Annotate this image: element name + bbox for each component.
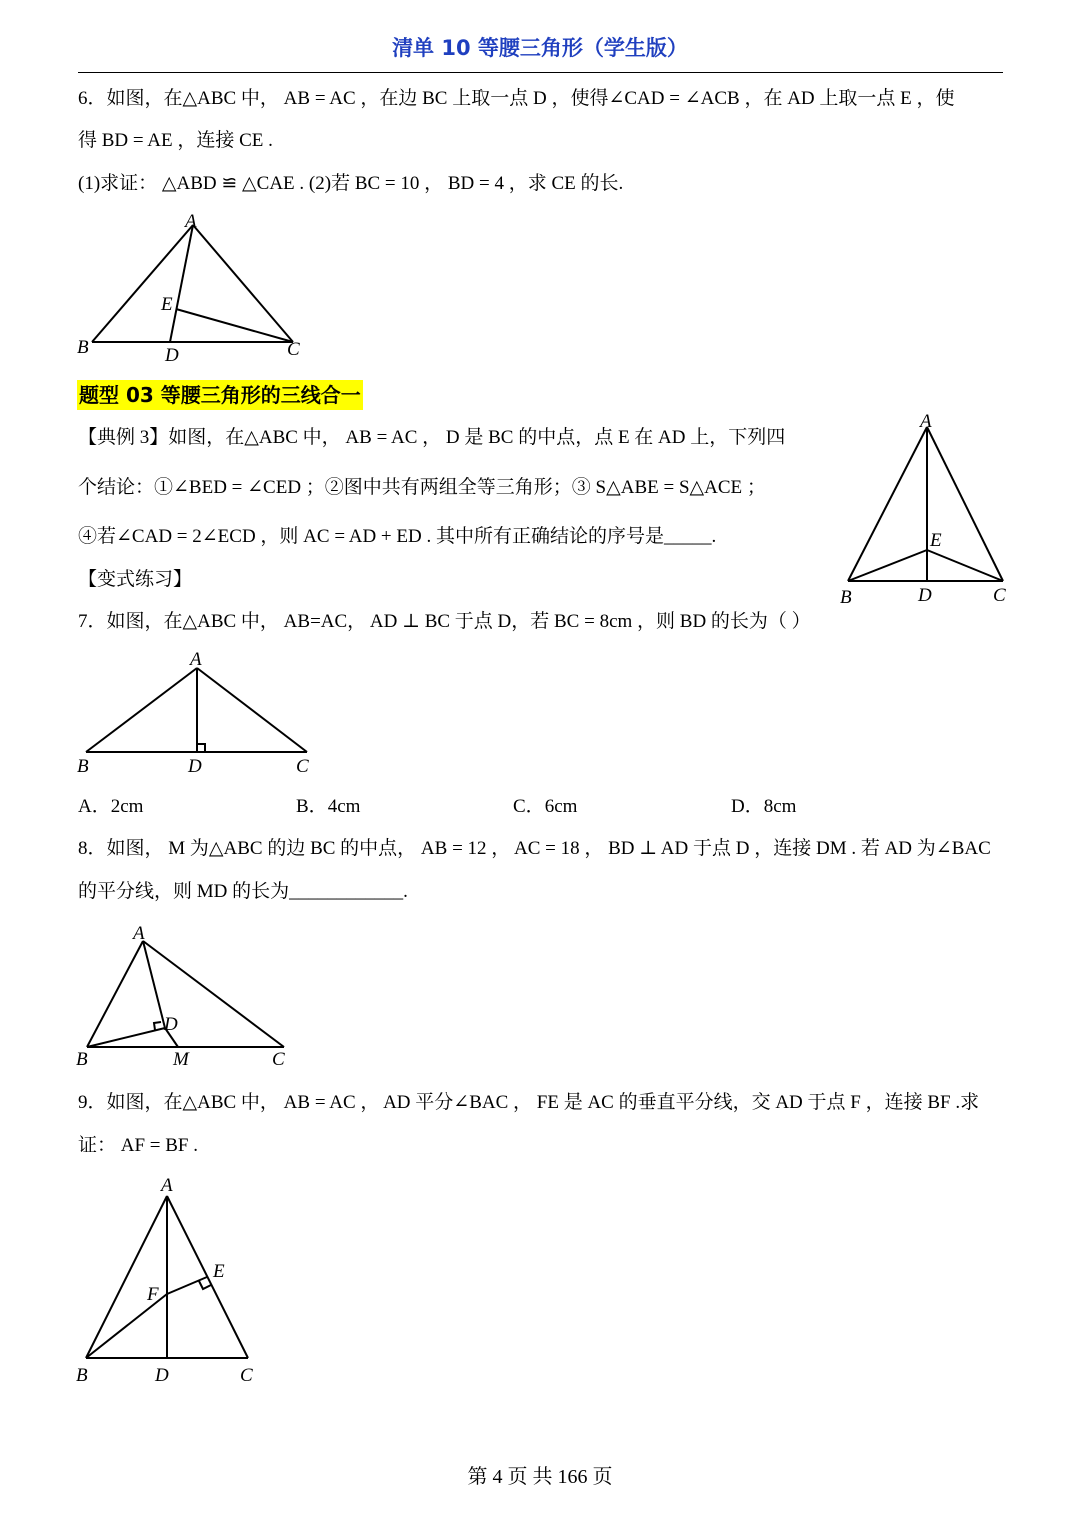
q6-text-line3: (1)求证： △ABD ≌ △CAE . (2)若 BC = 10 ， BD = 4 ，求 CE 的长.: [78, 173, 624, 194]
q9-label-c: C: [240, 1365, 253, 1386]
example3-text-line2: 个结论：①∠BED = ∠CED ；②图中共有两组全等三角形；③ S△ABE = S△ACE ；: [78, 477, 766, 498]
q9-text-line1: 9．如图，在△ABC 中， AB = AC ， AD 平分∠BAC ， FE 是 AC 的垂直平分线，交 AD 于点 F ，连接 BF .求: [78, 1092, 980, 1113]
q7-choice-a-letter: A．: [78, 796, 111, 817]
q7-choice-d-text: 8cm: [763, 796, 797, 817]
section-tag-03: 题型 03 等腰三角形的三线合一: [77, 380, 363, 410]
example3-text-line3: ④若∠CAD = 2∠ECD ，则 AC = AD + ED . 其中所有正确结论的序号是_____.: [78, 526, 717, 547]
q6-label-a: A: [185, 211, 197, 232]
q9-label-b: B: [76, 1365, 88, 1386]
q9-label-d: D: [155, 1365, 169, 1386]
q9-label-a: A: [161, 1175, 173, 1196]
page-header-title: 清单 10 等腰三角形（学生版）: [392, 36, 688, 60]
q7-choice-b-text: 4cm: [327, 796, 361, 817]
q8-label-c: C: [272, 1049, 285, 1070]
q6-figure: [70, 205, 340, 370]
q7-label-d: D: [188, 756, 202, 777]
q9-figure: [70, 1170, 300, 1390]
q8-label-b: B: [76, 1049, 88, 1070]
q7-choice-c-text: 6cm: [544, 796, 578, 817]
q6-text-line1: 6．如图，在△ABC 中， AB = AC ，在边 BC 上取一点 D ，使得∠CAD = ∠ACB ，在 AD 上取一点 E ，使: [78, 88, 955, 109]
q7-label-c: C: [296, 756, 309, 777]
q6-label-b: B: [77, 337, 89, 358]
q6-label-d: D: [165, 345, 179, 366]
q8-text-line1: 8．如图， M 为△ABC 的边 BC 的中点， AB = 12 ， AC = 18 ， BD ⊥ AD 于点 D ，连接 DM . 若 AD 为∠BAC: [78, 838, 991, 859]
q7-label-b: B: [77, 756, 89, 777]
q8-text-line2: 的平分线，则 MD 的长为____________.: [78, 881, 408, 902]
q6-label-e: E: [161, 294, 173, 315]
q7-choice-b-letter: B．: [296, 796, 328, 817]
q8-label-d: D: [164, 1014, 178, 1035]
q7-choice-d[interactable]: [731, 794, 796, 820]
q7-choice-d-letter: D．: [731, 796, 764, 817]
q9-label-f: F: [147, 1284, 159, 1305]
q6-label-c: C: [287, 339, 300, 360]
q6-text-line2: 得 BD = AE ，连接 CE .: [78, 130, 273, 151]
q7-choice-b[interactable]: [296, 794, 360, 820]
q7-choice-c[interactable]: [513, 794, 577, 820]
example3-label-a: A: [920, 411, 932, 432]
page-number-footer: 第 4 页 共 166 页: [467, 1466, 613, 1488]
q7-choice-c-letter: C．: [513, 796, 545, 817]
example3-text-line1: 【典例 3】如图，在△ABC 中， AB = AC ， D 是 BC 的中点，点 E 在 AD 上，下列四: [78, 427, 786, 448]
q7-choice-a[interactable]: [78, 794, 143, 820]
example3-figure: [830, 405, 1020, 610]
q7-choice-a-text: 2cm: [110, 796, 144, 817]
header-divider: [78, 72, 1003, 73]
example3-label-b: B: [840, 587, 852, 608]
example3-label-d: D: [918, 585, 932, 606]
q8-label-a: A: [133, 923, 145, 944]
q9-label-e: E: [213, 1261, 225, 1282]
q9-text-line2: 证： AF = BF .: [78, 1135, 198, 1156]
practice-heading: 【变式练习】: [78, 569, 193, 590]
q8-label-m: M: [173, 1049, 189, 1070]
q8-figure: [70, 918, 310, 1073]
q7-text-line1: 7．如图，在△ABC 中， AB=AC， AD ⊥ BC 于点 D，若 BC = 8cm ，则 BD 的长为（ ）: [78, 611, 811, 632]
example3-label-c: C: [993, 585, 1006, 606]
q7-label-a: A: [190, 649, 202, 670]
example3-label-e: E: [930, 530, 942, 551]
q7-right-angle-marker: [197, 744, 205, 752]
q7-figure: [70, 645, 330, 780]
